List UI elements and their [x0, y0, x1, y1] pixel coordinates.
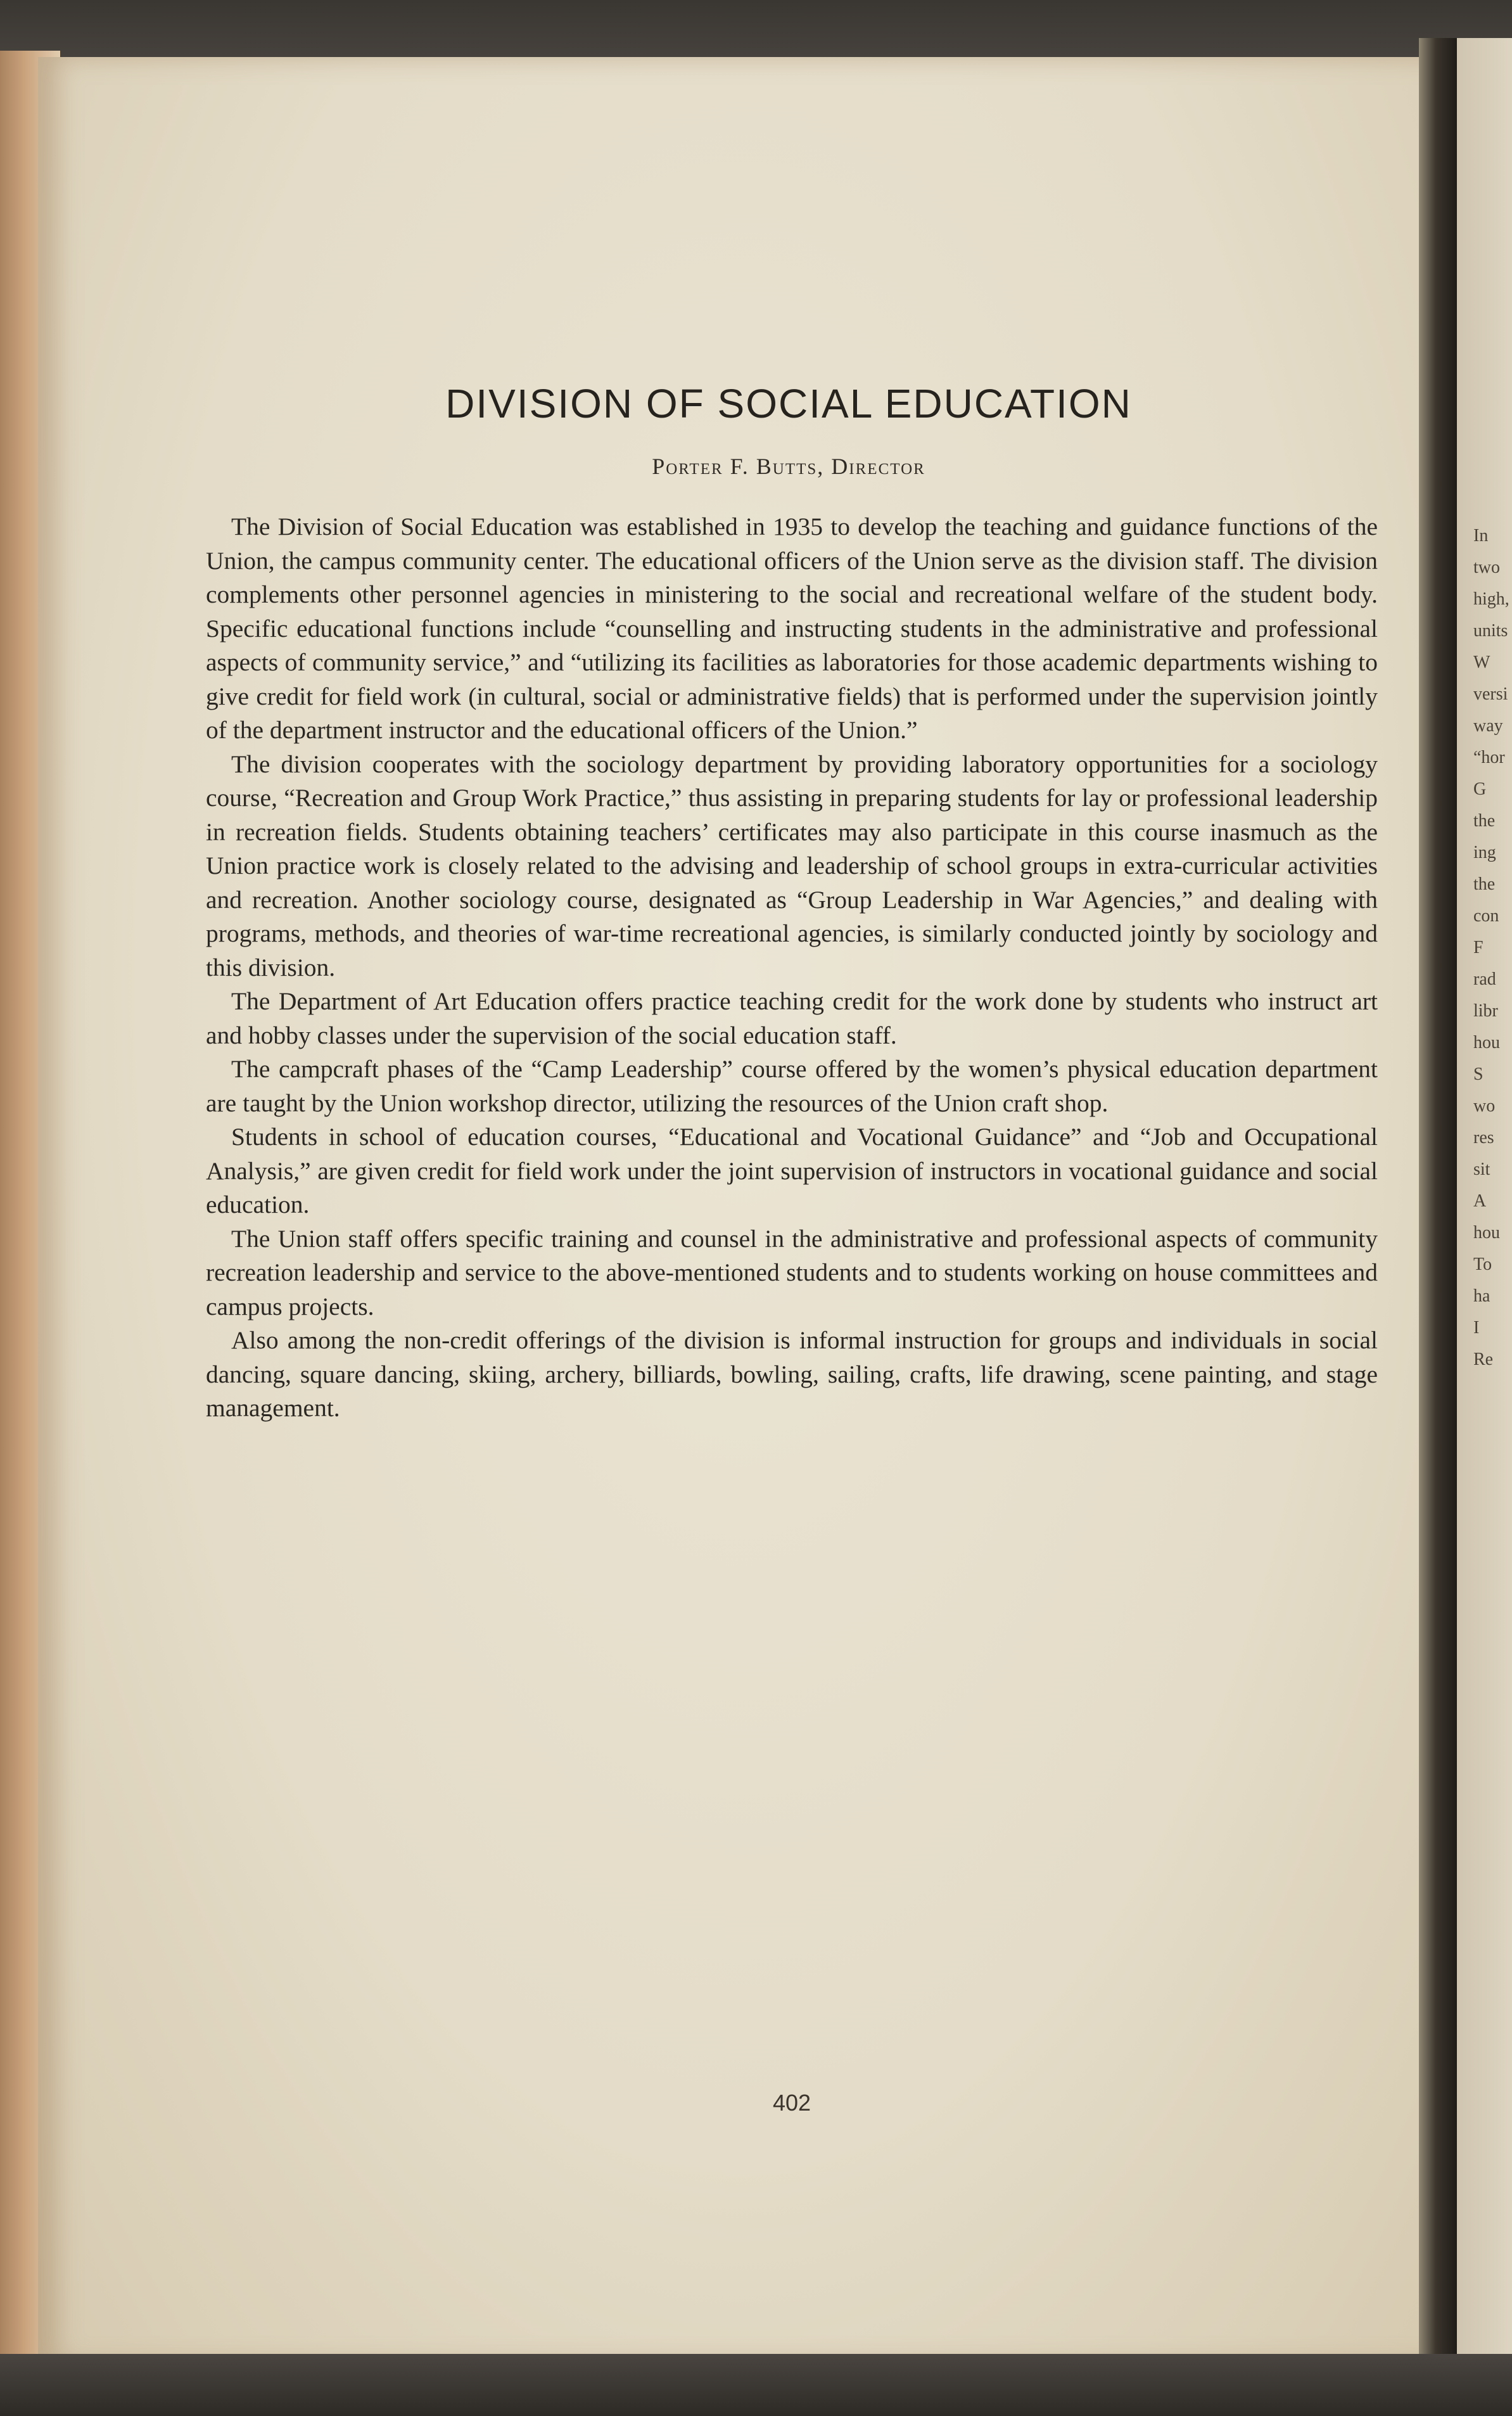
adjacent-page-fragment: I — [1473, 1318, 1480, 1338]
article-body — [206, 510, 1378, 1426]
byline: Porter F. Butts, Director — [652, 454, 925, 479]
adjacent-page-fragment: Re — [1473, 1350, 1494, 1369]
adjacent-page-fragment: res — [1473, 1128, 1494, 1147]
paragraph: The Division of Social Education was established in 1935 to develop the teaching and guidance functions of the Union, the campus community center. The educational officers of the Union serve as the division staff. The division complements other personnel agencies in ministering to the social and recreational welfare of the student body. Specific educational functions include “counselling and instructing students in the administrative and professional aspects of community service,” and “utilizing its facilities as laboratories for those academic departments wishing to give credit for field work (in cultural, social or administrative fields) that is performed under the supervision jointly of the department instructor and the educational officers of the Union.” — [206, 513, 1378, 744]
adjacent-page-fragment: To — [1473, 1255, 1492, 1274]
paragraph: The campcraft phases of the “Camp Leadership” course offered by the women’s physical education department are taught by the Union workshop director, utilizing the resources of the Union craft shop. — [206, 1055, 1378, 1117]
paragraph: Students in school of education courses, “Educational and Vocational Guidance” and “Job and Occupational Analysis,” are given credit for field work under the joint supervision of instructors in vocational guidance and social education. — [206, 1123, 1378, 1218]
adjacent-page-fragment: wo — [1473, 1096, 1496, 1116]
scan-background-bottom — [0, 2354, 1512, 2416]
adjacent-page-fragment: rad — [1473, 969, 1496, 989]
page-title: DIVISION OF SOCIAL EDUCATION — [445, 381, 1132, 426]
paragraph: The Department of Art Education offers practice teaching credit for the work done by students who instruct art and hobby classes under the supervision of the social education staff. — [206, 987, 1378, 1049]
adjacent-page-fragment: hou — [1473, 1223, 1500, 1243]
adjacent-page-fragment: In — [1473, 526, 1489, 546]
adjacent-page-fragment: W — [1473, 653, 1490, 672]
adjacent-page-fragment: versi — [1473, 684, 1508, 704]
adjacent-page-fragment: hou — [1473, 1033, 1500, 1052]
adjacent-page-fragment: sit — [1473, 1160, 1490, 1179]
adjacent-page-fragment: A — [1473, 1191, 1487, 1211]
paragraph: The division cooperates with the sociology department by providing laboratory opportunities for a sociology course, “Recreation and Group Work Practice,” thus assisting in preparing students for lay or professional leadership in recreation fields. Students obtaining teachers’ certificates may also participate in this course inasmuch as the Union practice work is closely related to the advising and leadership of school groups in extra-curricular activities and recreation. Another sociology course, designated as “Group Leadership in War Agencies,” and dealing with programs, methods, and theories of war-time recreational agencies, is similarly conducted jointly by sociology and this division. — [206, 750, 1378, 981]
adjacent-page-fragment: F — [1473, 938, 1483, 957]
adjacent-page-fragment: the — [1473, 811, 1496, 831]
adjacent-page-fragment: S — [1473, 1064, 1483, 1084]
adjacent-page-fragment: the — [1473, 874, 1496, 894]
adjacent-page-fragment: libr — [1473, 1001, 1498, 1021]
adjacent-page-fragment: con — [1473, 906, 1499, 926]
page-number: 402 — [772, 2090, 811, 2116]
adjacent-page-fragment: ha — [1473, 1286, 1490, 1306]
adjacent-page-fragment: “hor — [1473, 748, 1505, 767]
paragraph: The Union staff offers specific training and counsel in the administrative and professional aspects of community recreation leadership and service to the above-mentioned students and to students working on house committees and campus projects. — [206, 1224, 1378, 1320]
adjacent-page-fragment: way — [1473, 716, 1503, 736]
adjacent-page-fragment: ing — [1473, 843, 1496, 862]
adjacent-page-fragment: G — [1473, 779, 1487, 799]
adjacent-page-fragment: units — [1473, 621, 1508, 641]
adjacent-page-fragment: two — [1473, 558, 1500, 577]
paragraph: Also among the non-credit offerings of the division is informal instruction for groups and individuals in social dancing, square dancing, skiing, archery, billiards, bowling, sailing, crafts, life drawing, scene painting, and stage management. — [206, 1326, 1378, 1422]
adjacent-page-fragment: high, — [1473, 589, 1509, 609]
